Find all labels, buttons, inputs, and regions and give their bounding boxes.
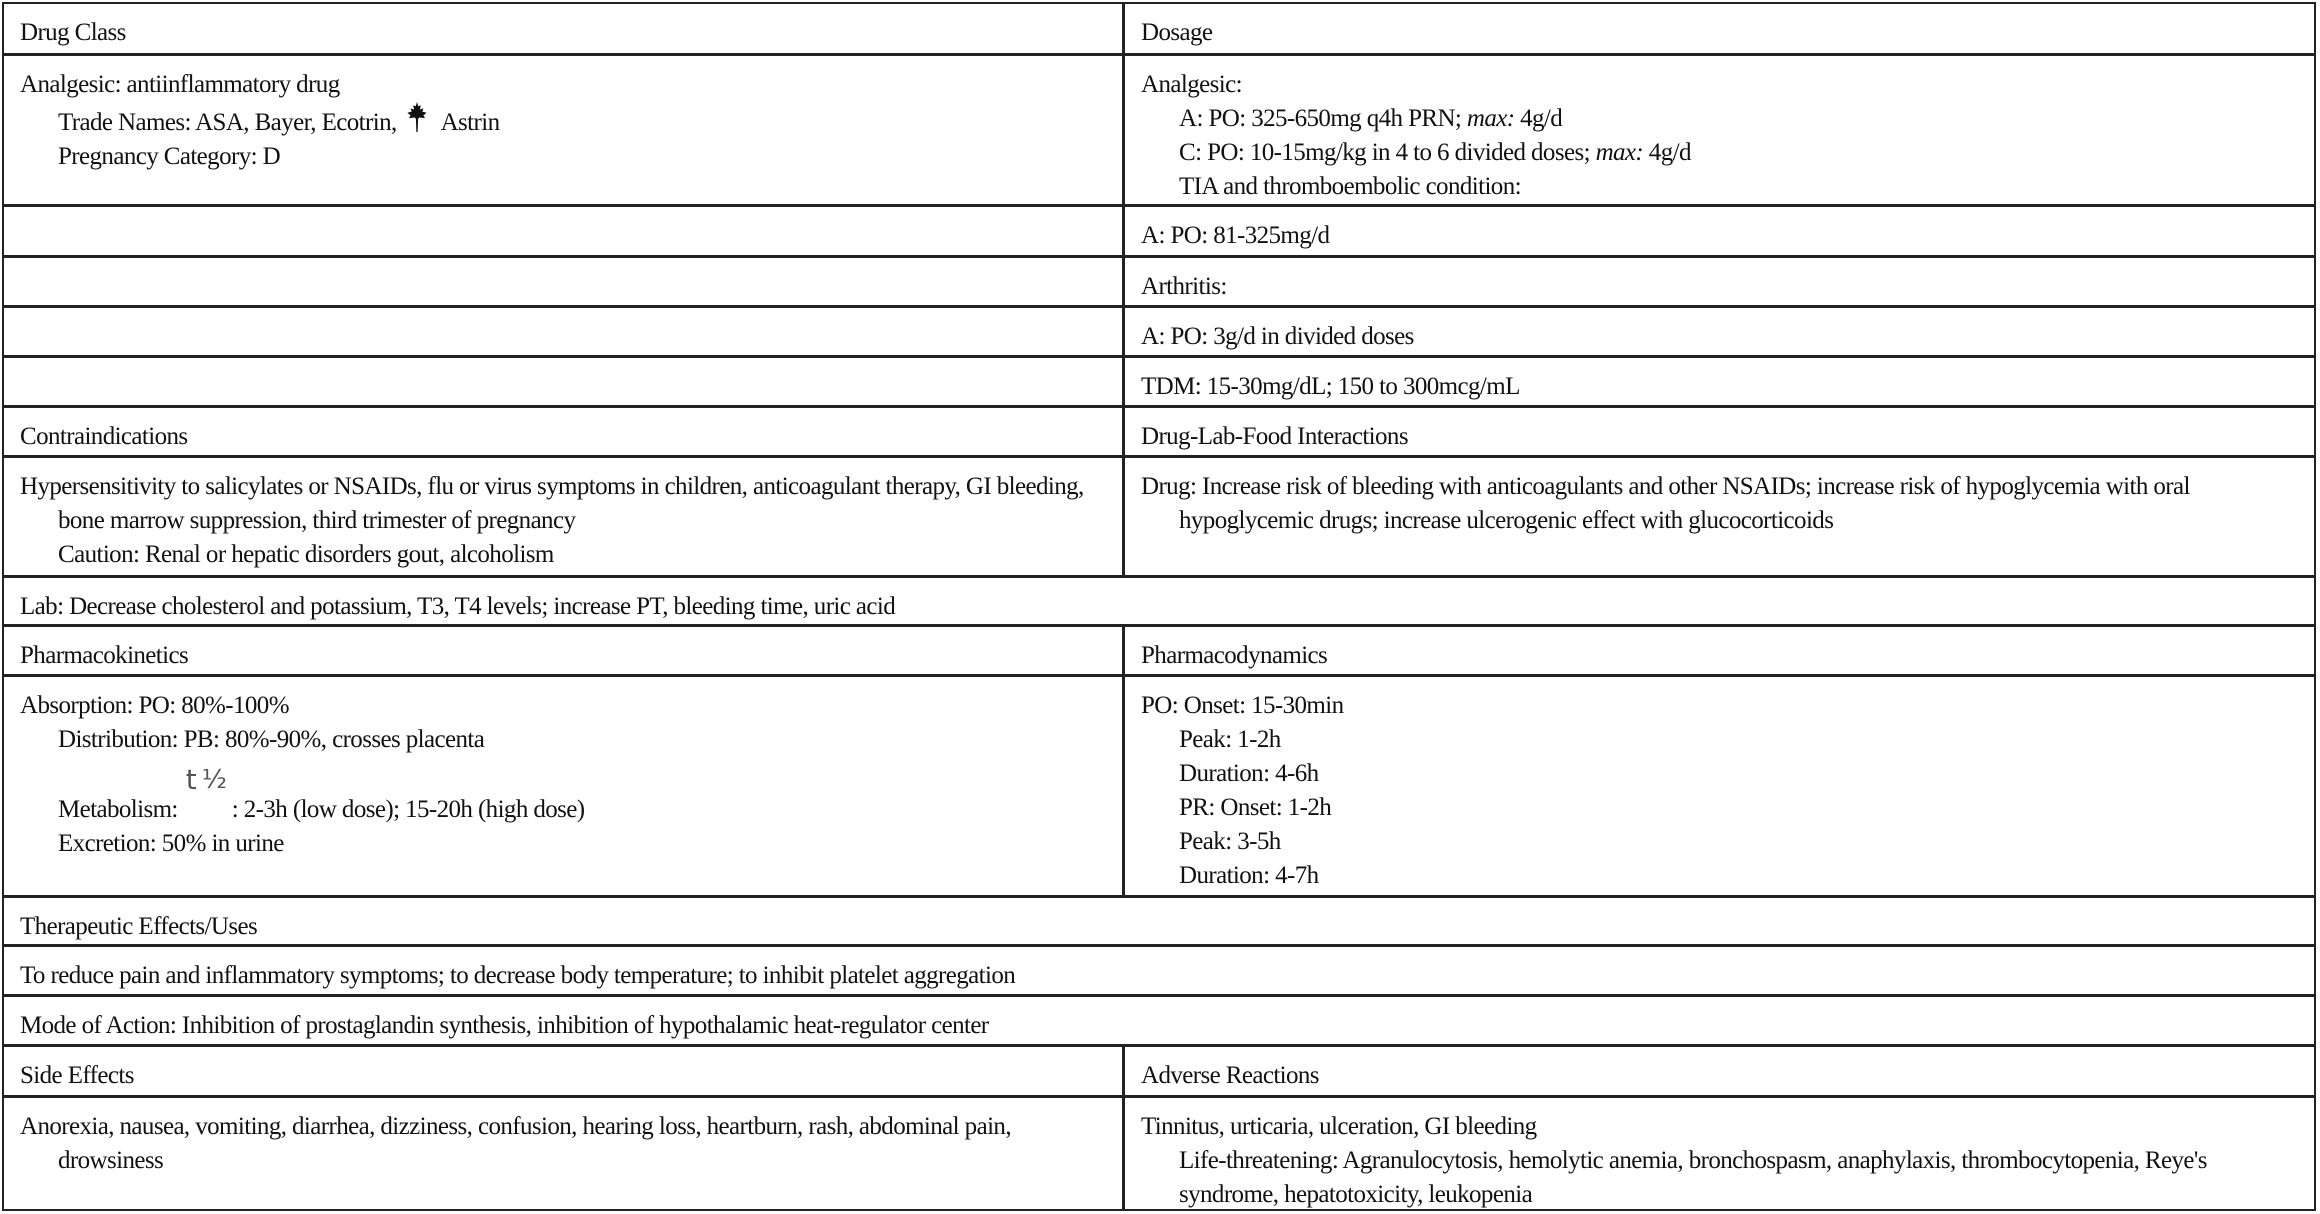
pharmacodynamics-cell [1125, 677, 2314, 895]
dosage-adult [1141, 102, 2298, 136]
pd-line: PO: Onset: 15-30min [1141, 692, 1344, 719]
pd-line: Duration: 4-6h [1179, 760, 1319, 787]
therapeutic-header-row [4, 898, 2314, 947]
drug-class-text: Analgesic: antiinflammatory drug [20, 71, 340, 98]
half-life-fraction: ½ [201, 765, 227, 795]
drug-class-header: Drug Class [4, 4, 1125, 53]
adverse-reactions-cell [1125, 1098, 2314, 1211]
side-effects-cell [4, 1098, 1125, 1211]
tia-dose-row [4, 207, 2314, 258]
metabolism-label: Metabolism: [58, 796, 178, 823]
trade-names-text: Trade Names: ASA, Bayer, Ecotrin, [58, 109, 397, 136]
drug-class-row [4, 56, 2314, 207]
arthritis-label: Arthritis: [1141, 273, 1227, 300]
metabolism [20, 763, 1106, 827]
empty-cell [4, 258, 1125, 305]
max-value: 4g/d [1643, 139, 1691, 166]
dosage-child-text: C: PO: 10-15mg/kg in 4 to 6 divided doses; [1179, 139, 1596, 166]
adverse-reactions-header: Adverse Reactions [1141, 1062, 1319, 1089]
max-label: max: [1466, 105, 1515, 132]
life-threatening-text: Life-threatening: Agranulocytosis, hemolytic anemia, bronchospasm, anaphylaxis, thrombocytopenia, Reye's syndrome, hepatotoxicity, leukopenia [1179, 1147, 2207, 1208]
interactions-cell [1125, 458, 2314, 575]
therapeutic-text-row [4, 947, 2314, 997]
tdm-text: TDM: 15-30mg/dL; 150 to 300mcg/mL [1141, 373, 1520, 400]
max-label: max: [1595, 139, 1644, 166]
contraindications-cell [4, 458, 1125, 575]
header-row-side-effects-adverse [4, 1047, 2314, 1098]
side-effects-row [4, 1098, 2314, 1211]
pharmacology-row [4, 677, 2314, 898]
pregnancy-category: Pregnancy Category: D [58, 143, 281, 170]
pharmacokinetics-header: Pharmacokinetics [4, 627, 1125, 674]
pd-line: Peak: 1-2h [1179, 726, 1281, 753]
dosage-child [1141, 136, 2298, 170]
drug-monograph-table [2, 2, 2316, 1211]
pd-line: Duration: 4-7h [1179, 862, 1319, 889]
pharmacokinetics-cell [4, 677, 1125, 895]
arthritis-dose: A: PO: 3g/d in divided doses [1141, 323, 1414, 350]
contraindications-text: Hypersensitivity to salicylates or NSAIDs, flu or virus symptoms in children, anticoagulant therapy, GI bleeding, bone marrow suppression, third trimester of pregnancy [20, 473, 1084, 534]
interactions-header: Drug-Lab-Food Interactions [1141, 423, 1408, 450]
header-row-contraindications-interactions [4, 408, 2314, 458]
metabolism-value: : 2-3h (low dose); 15-20h (high dose) [231, 796, 585, 823]
dosage-header: Dosage [1141, 19, 1213, 46]
distribution: Distribution: PB: 80%-90%, crosses placenta [58, 726, 485, 753]
mode-of-action-row [4, 997, 2314, 1047]
side-effects-text: Anorexia, nausea, vomiting, diarrhea, dizziness, confusion, hearing loss, heartburn, rash, abdominal pain, drowsiness [20, 1113, 1011, 1174]
interactions-drug: Drug: Increase risk of bleeding with anticoagulants and other NSAIDs; increase risk of hypoglycemia with oral hypoglycemic drugs; increase ulcerogenic effect with glucocorticoids [1141, 473, 2190, 534]
header-row-drug-class-dosage [4, 4, 2314, 56]
half-life-icon [184, 763, 227, 811]
side-effects-header: Side Effects [4, 1047, 1125, 1095]
contraindications-header: Contraindications [4, 408, 1125, 455]
pd-line: Peak: 3-5h [1179, 828, 1281, 855]
contraindications-caution: Caution: Renal or hepatic disorders gout, alcoholism [58, 541, 554, 568]
excretion: Excretion: 50% in urine [58, 830, 284, 857]
pd-line: PR: Onset: 1-2h [1179, 794, 1332, 821]
interactions-lab: Lab: Decrease cholesterol and potassium, T3, T4 levels; increase PT, bleeding time, uric acid [20, 593, 896, 620]
lab-interactions-row [4, 578, 2314, 627]
trade-names [20, 102, 1106, 140]
dosage-adult-text: A: PO: 325-650mg q4h PRN; [1179, 105, 1467, 132]
drug-class-cell [4, 56, 1125, 204]
mode-of-action: Mode of Action: Inhibition of prostaglandin synthesis, inhibition of hypothalamic heat-regulator center [20, 1012, 989, 1039]
arthritis-dose-row [4, 308, 2314, 358]
half-life-t: t [185, 763, 197, 796]
absorption: Absorption: PO: 80%-100% [20, 692, 289, 719]
trade-name-canadian: Astrin [440, 109, 500, 136]
contraindications-row [4, 458, 2314, 578]
tia-dose: A: PO: 81-325mg/d [1141, 222, 1330, 249]
header-row-pharmacokinetics-pharmacodynamics [4, 627, 2314, 677]
adverse-reactions-text: Tinnitus, urticaria, ulceration, GI bleeding [1141, 1113, 1537, 1140]
dosage-analgesic-cell [1125, 56, 2314, 204]
dosage-tia-label: TIA and thromboembolic condition: [1179, 173, 1521, 200]
pharmacodynamics-header: Pharmacodynamics [1141, 642, 1328, 669]
therapeutic-header: Therapeutic Effects/Uses [20, 913, 258, 940]
tdm-row [4, 358, 2314, 408]
max-value: 4g/d [1514, 105, 1563, 132]
empty-cell [4, 358, 1125, 405]
empty-cell [4, 308, 1125, 355]
empty-cell [4, 207, 1125, 255]
therapeutic-text: To reduce pain and inflammatory symptoms; to decrease body temperature; to inhibit platelet aggregation [20, 962, 1016, 989]
arthritis-label-row [4, 258, 2314, 308]
maple-leaf-icon [406, 102, 428, 132]
dosage-analgesic-label: Analgesic: [1141, 71, 1242, 98]
